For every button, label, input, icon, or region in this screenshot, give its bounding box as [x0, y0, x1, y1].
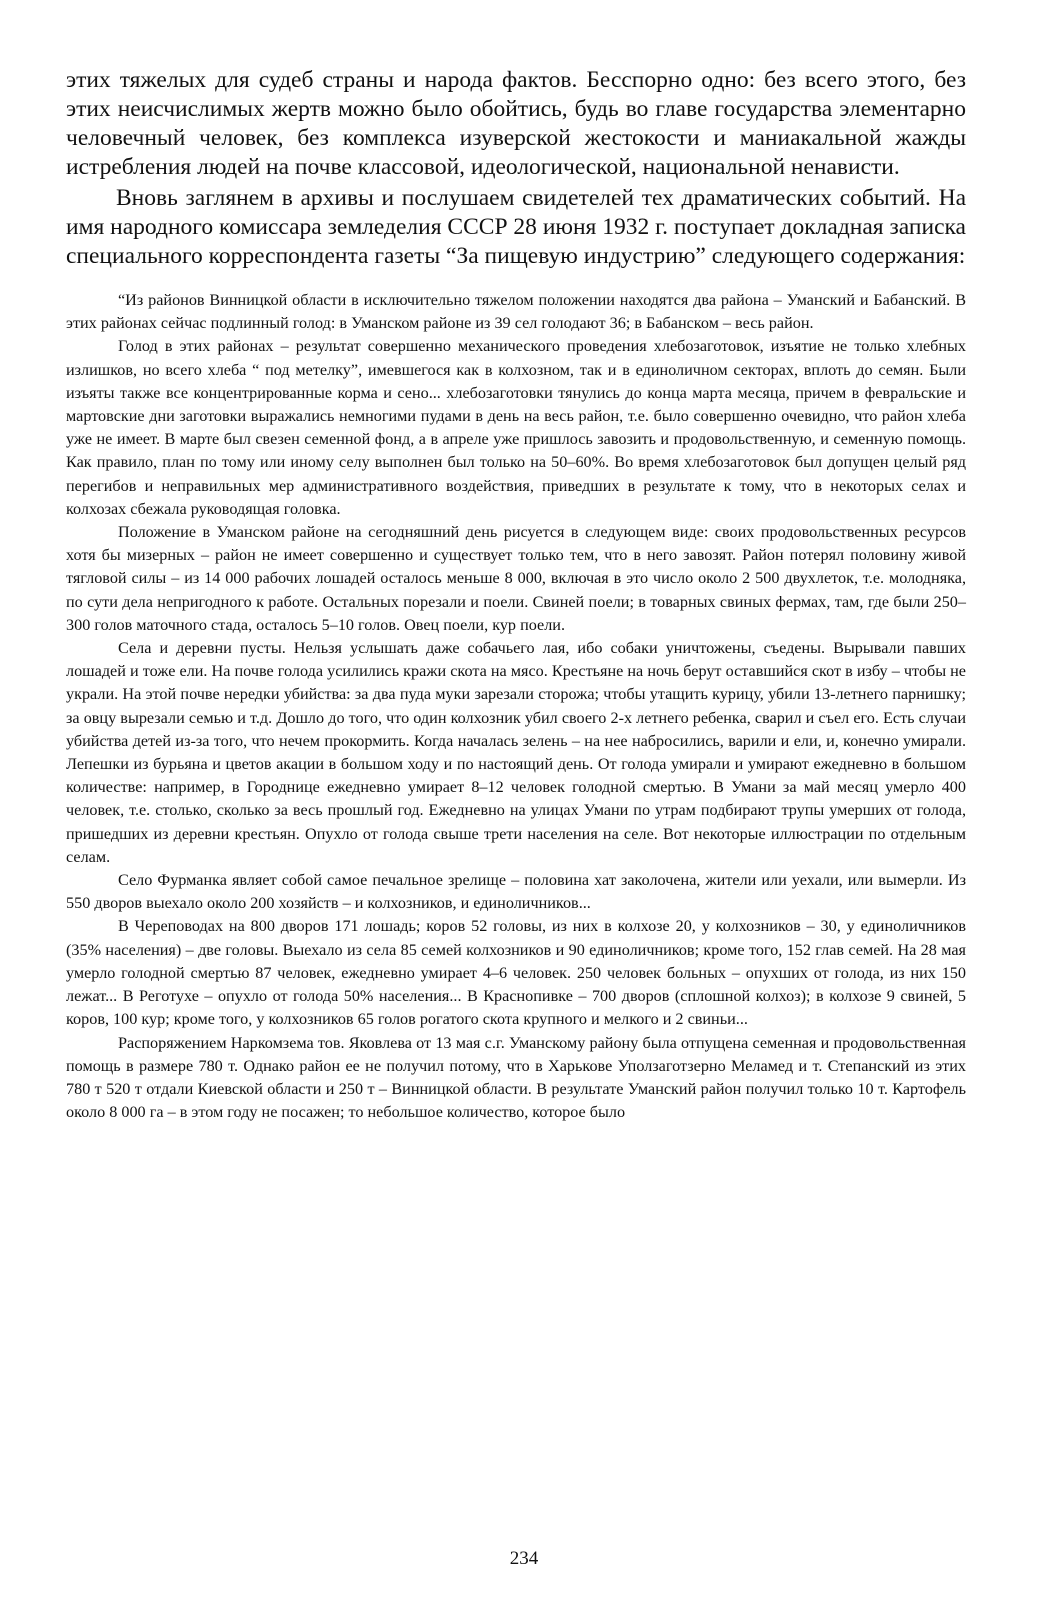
quoted-report [66, 289, 966, 1124]
body-paragraph: этих тяжелых для судеб страны и народа фактов. Бесспорно одно: без всего этого, без этих неисчислимых жертв можно было обойтись, будь во главе государства элементарно человечный человек, без комплекса изуверской жестокости и маниакальной жажды истребления людей на почве классовой, идеологической, национальной ненависти. [66, 67, 966, 180]
page-body [66, 66, 966, 1124]
quote-paragraph: Села и деревни пусты. Нельзя услышать даже собачьего лая, ибо собаки уничтожены, съедены. Вырывали павших лошадей и тоже ели. На почве голода усилились кражи скота на мясо. Крестьяне на ночь берут оставшийся скот в избу – чтобы не украли. На этой почве нередки убийства: за два пуда муки зарезали сторожа; чтобы утащить курицу, убили 13-летнего парнишку; за овцу вырезали семью и т.д. Дошло до того, что один колхозник убил своего 2-х летнего ребенка, сварил и съел его. Есть случаи убийства детей из-за того, что нечем прокормить. Когда началась зелень – на нее набросились, варили и ели, и, конечно умирали. Лепешки из бурьяна и цветов акации в большом ходу и по настоящий день. От голода умирали и умирают ежедневно в большом количестве: например, в Городнице ежедневно умирает 8–12 человек голодной смертью. В Умани за май месяц умерло 400 человек, т.е. столько, сколько за весь прошлый год. Ежедневно на улицах Умани по утрам подбирают трупы умерших от голода, пришедших из деревни крестьян. Опухло от голода свыше трети населения на селе. Вот некоторые иллюстрации по отдельным селам. [66, 639, 966, 866]
quote-paragraph: Голод в этих районах – результат совершенно механического проведения хлебозаготовок, изъятие не только хлебных излишков, но всего хлеба “ под метелку”, имевшегося как в колхозном, так и в единоличном секторах, вплоть до семян. Были изъяты также все концентрированные корма и сено... хлебозаготовки тянулись до конца марта месяца, причем в февральские и мартовские дни заготовки выражались немногими пудами в день на весь район, т.е. было совершенно очевидно, что район хлеба уже не имеет. В марте был свезен семенной фонд, а в апреле уже пришлось завозить и продовольственную, и семенную помощь. Как правило, план по тому или иному селу выполнен был только на 50–60%. Во время хлебозаготовок был допущен целый ряд перегибов и неправильных мер административного воздействия, приведших в результате к тому, что в некоторых селах и колхозах сбежала руководящая головка. [66, 337, 966, 518]
quote-paragraph: В Череповодах на 800 дворов 171 лошадь; коров 52 головы, из них в колхозе 20, у колхозников – 30, у единоличников (35% населения) – две головы. Выехало из села 85 семей колхозников и 90 единоличников; кроме того, 152 глав семей. На 28 мая умерло голодной смертью 87 человек, ежедневно умирает 4–6 человек. 250 человек больных – опухших от голода, из них 150 лежат... В Реготухе – опухло от голода 50% населения... В Краснопивке – 700 дворов (сплошной колхоз); в колхозе 9 свиней, 5 коров, 100 кур; кроме того, у колхозников 65 голов рогатого скота крупного и мелкого и 2 свиньи... [66, 917, 966, 1029]
page-number: 234 [509, 1548, 539, 1569]
quote-paragraph: Положение в Уманском районе на сегодняшний день рисуется в следующем виде: своих продовольственных ресурсов хотя бы мизерных – район не имеет совершенно и существует только тем, что в него завозят. Район потерял половину живой тягловой силы – из 14 000 рабочих лошадей осталось меньше 8 000, включая в это число около 2 500 двухлеток, т.е. молодняка, по сути дела непригодного к работе. Остальных порезали и поели. Свиней поели; в товарных свиных фермах, там, где были 250–300 голов маточного стада, осталось 5–10 голов. Овец поели, кур поели. [66, 523, 966, 634]
body-paragraph: Вновь заглянем в архивы и послушаем свидетелей тех драматических событий. На имя народного комиссара земледелия СССР 28 июня 1932 г. поступает докладная записка специального корреспондента газеты “За пищевую индустрию” следующего содержания: [66, 185, 966, 269]
quote-paragraph: Село Фурманка являет собой самое печальное зрелище – половина хат заколочена, жители или уехали, или вымерли. Из 550 дворов выехало около 200 хозяйств – и колхозников, и единоличников... [66, 871, 966, 913]
quote-paragraph: “Из районов Винницкой области в исключительно тяжелом положении находятся два района – Уманский и Бабанский. В этих районах сейчас подлинный голод: в Уманском районе из 39 сел голодают 36; в Бабанском – весь район. [66, 291, 966, 333]
quote-paragraph: Распоряжением Наркомзема тов. Яковлева от 13 мая с.г. Уманскому району была отпущена семенная и продовольственная помощь в размере 780 т. Однако район ее не получил потому, что в Харькове Уползаготзерно Меламед и т. Степанский из этих 780 т 520 т отдали Киевской области и 250 т – Винницкой области. В результате Уманский район получил только 10 т. Картофель около 8 000 га – в этом году не посажен; то небольшое количество, которое было [66, 1033, 966, 1122]
